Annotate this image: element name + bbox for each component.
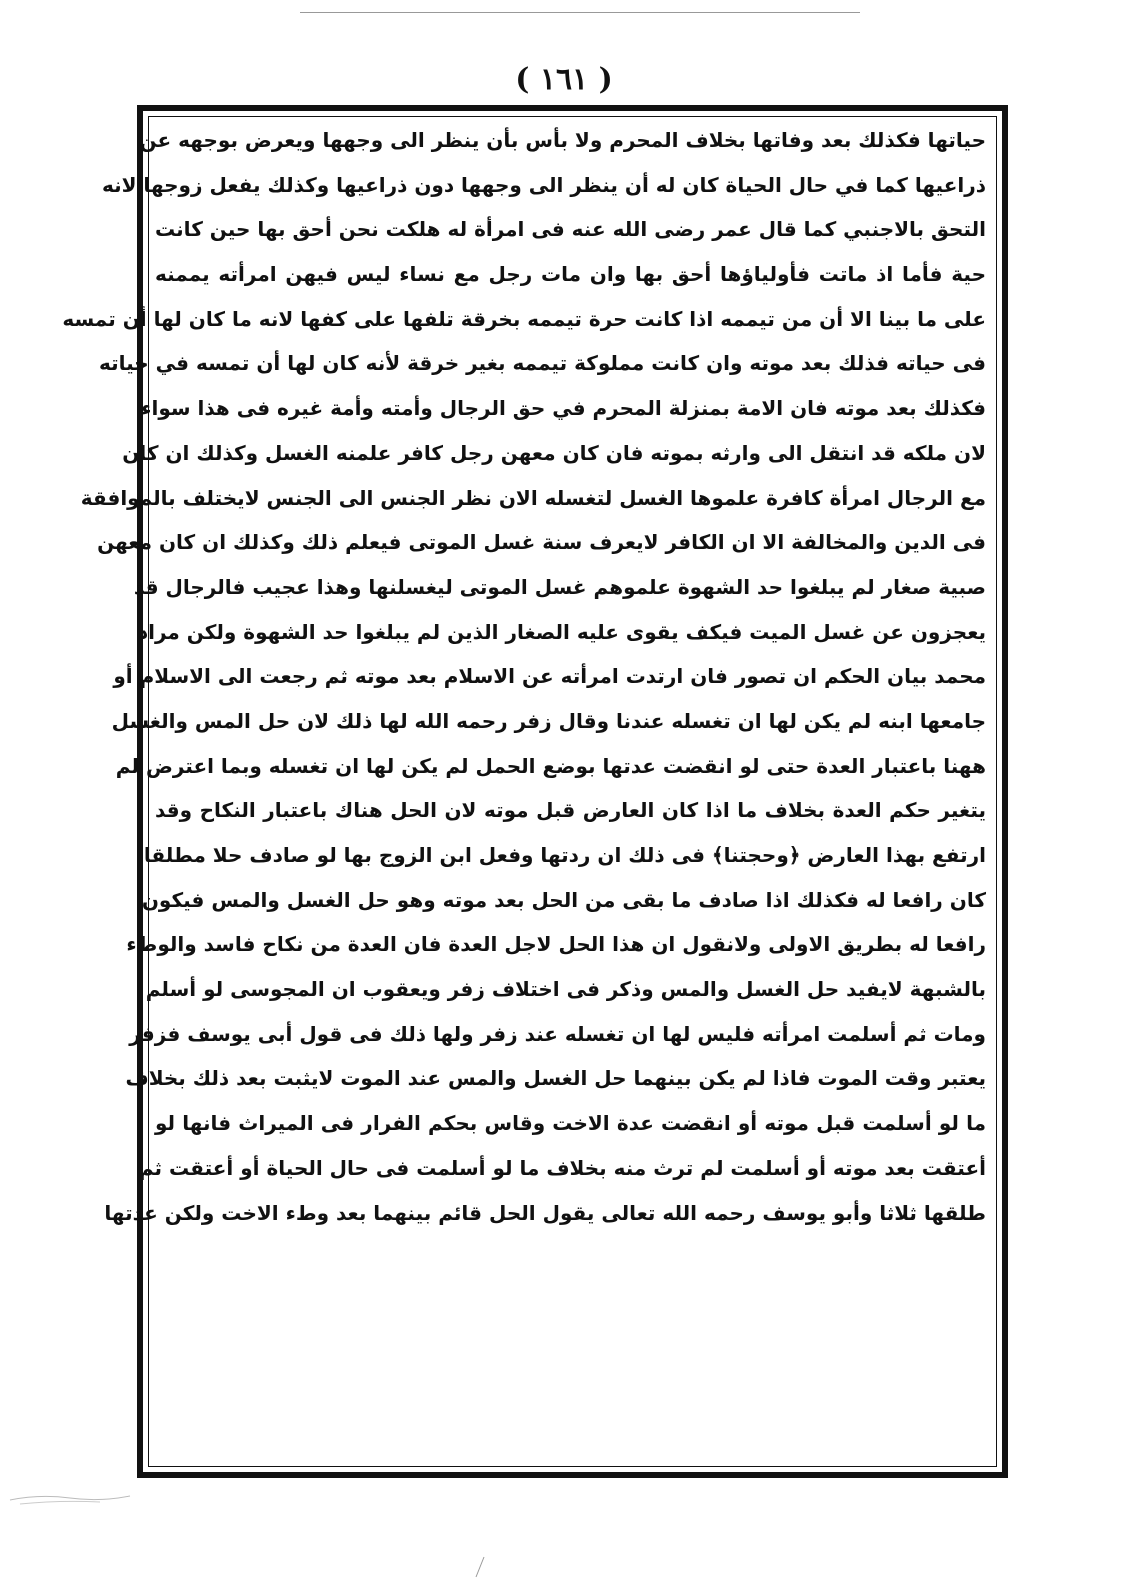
- text-line: ارتفع بهذا العارض ﴿وحجتنا﴾ فى ذلك ان ردتها وفعل ابن الزوج بها لو صادف حلا مطلقا: [143, 843, 986, 867]
- text-line: محمد بيان الحكم ان تصور فان ارتدت امرأته عن الاسلام بعد موته ثم رجعت الى الاسلام أو: [113, 664, 986, 689]
- text-line: لان ملكه قد انتقل الى وارثه بموته فان كان معهن رجل كافر علمنه الغسل وكذلك ان كان: [122, 440, 986, 465]
- text-line: التحق بالاجنبي كما قال عمر رضى الله عنه فى امرأة له هلكت نحن أحق بها حين كانت: [155, 217, 986, 242]
- text-body: [62, 118, 986, 1460]
- text-line: صبية صغار لم يبلغوا حد الشهوة علموهم غسل الموتى ليغسلنها وهذا عجيب فالرجال قد: [133, 574, 986, 599]
- text-line: بالشبهة لايفيد حل الغسل والمس وذكر فى اختلاف زفر ويعقوب ان المجوسى لو أسلم: [145, 977, 986, 1002]
- page-number: ( ١٦١ ): [515, 62, 613, 97]
- text-line: رافعا له بطريق الاولى ولانقول ان هذا الحل لاجل العدة فان العدة من نكاح فاسد والوطء: [126, 932, 986, 957]
- text-line: فى حياته فذلك بعد موته وان كانت مملوكة تيممه بغير خرقة لأنه كان لها أن تمسه في حياته: [98, 351, 986, 376]
- text-line: طلقها ثلاثا وأبو يوسف رحمه الله تعالى يقول الحل قائم بينهما بعد وطء الاخت ولكن عدتها: [104, 1200, 986, 1225]
- text-line: يتغير حكم العدة بخلاف ما اذا كان العارض قبل موته لان الحل هناك باعتبار النكاح وقد: [155, 798, 986, 823]
- text-line: أعتقت بعد موته أو أسلمت لم ترث منه بخلاف ما لو أسلمت فى حال الحياة أو أعتقت ثم: [138, 1155, 986, 1180]
- text-line: حية فأما اذ ماتت فأولياؤها أحق بها وان مات رجل مع نساء ليس فيهن امرأته يممنه: [155, 262, 986, 287]
- top-rule: [300, 12, 860, 13]
- text-line: ومات ثم أسلمت امرأته فليس لها ان تغسله عند زفر ولها ذلك فى قول أبى يوسف فزفر: [129, 1021, 986, 1046]
- text-line: فكذلك بعد موته فان الامة بمنزلة المحرم في حق الرجال وأمته وأمة غيره فى هذا سواء: [141, 396, 986, 421]
- text-line: يعتبر وقت الموت فاذا لم يكن بينهما حل الغسل والمس عند الموت لايثبت بعد ذلك بخلاف: [125, 1066, 986, 1091]
- text-line: ذراعيها كما في حال الحياة كان له أن ينظر الى وجهها دون ذراعيها وكذلك يفعل زوجها لانه: [101, 172, 986, 197]
- scan-mark: [470, 1555, 490, 1579]
- text-line: على ما بينا الا أن من تيممه اذا كانت حرة تيممه بخرقة تلفها على كفها لانه ما كان لها أن تمسه: [62, 306, 986, 331]
- text-line: يعجزون عن غسل الميت فيكف يقوى عليه الصغار الذين لم يبلغوا حد الشهوة ولكن مراد: [137, 619, 986, 644]
- text-line: حياتها فكذلك بعد وفاتها بخلاف المحرم ولا بأس بأن ينظر الى وجهها ويعرض بوجهه عن: [139, 128, 986, 152]
- text-line: ههنا باعتبار العدة حتى لو انقضت عدتها بوضع الحمل لم يكن لها ان تغسله وبما اعترض لم: [115, 753, 986, 778]
- text-line: مع الرجال امرأة كافرة علموها الغسل لتغسله الان نظر الجنس الى الجنس لايختلف بالموافقة: [80, 485, 986, 510]
- text-line: كان رافعا له فكذلك اذا صادف ما بقى من الحل بعد موته وهو حل الغسل والمس فيكون: [141, 887, 986, 912]
- text-line: فى الدين والمخالفة الا ان الكافر لايعرف سنة غسل الموتى فيعلم ذلك وكذلك ان كان معهن: [97, 530, 986, 555]
- text-line: جامعها ابنه لم يكن لها ان تغسله عندنا وقال زفر رحمه الله لها ذلك لان حل المس والغسل: [111, 708, 986, 733]
- margin-smudge: [0, 1480, 160, 1510]
- text-line: ما لو أسلمت قبل موته أو انقضت عدة الاخت وقاس بحكم الفرار فى الميراث فانها لو: [155, 1111, 986, 1136]
